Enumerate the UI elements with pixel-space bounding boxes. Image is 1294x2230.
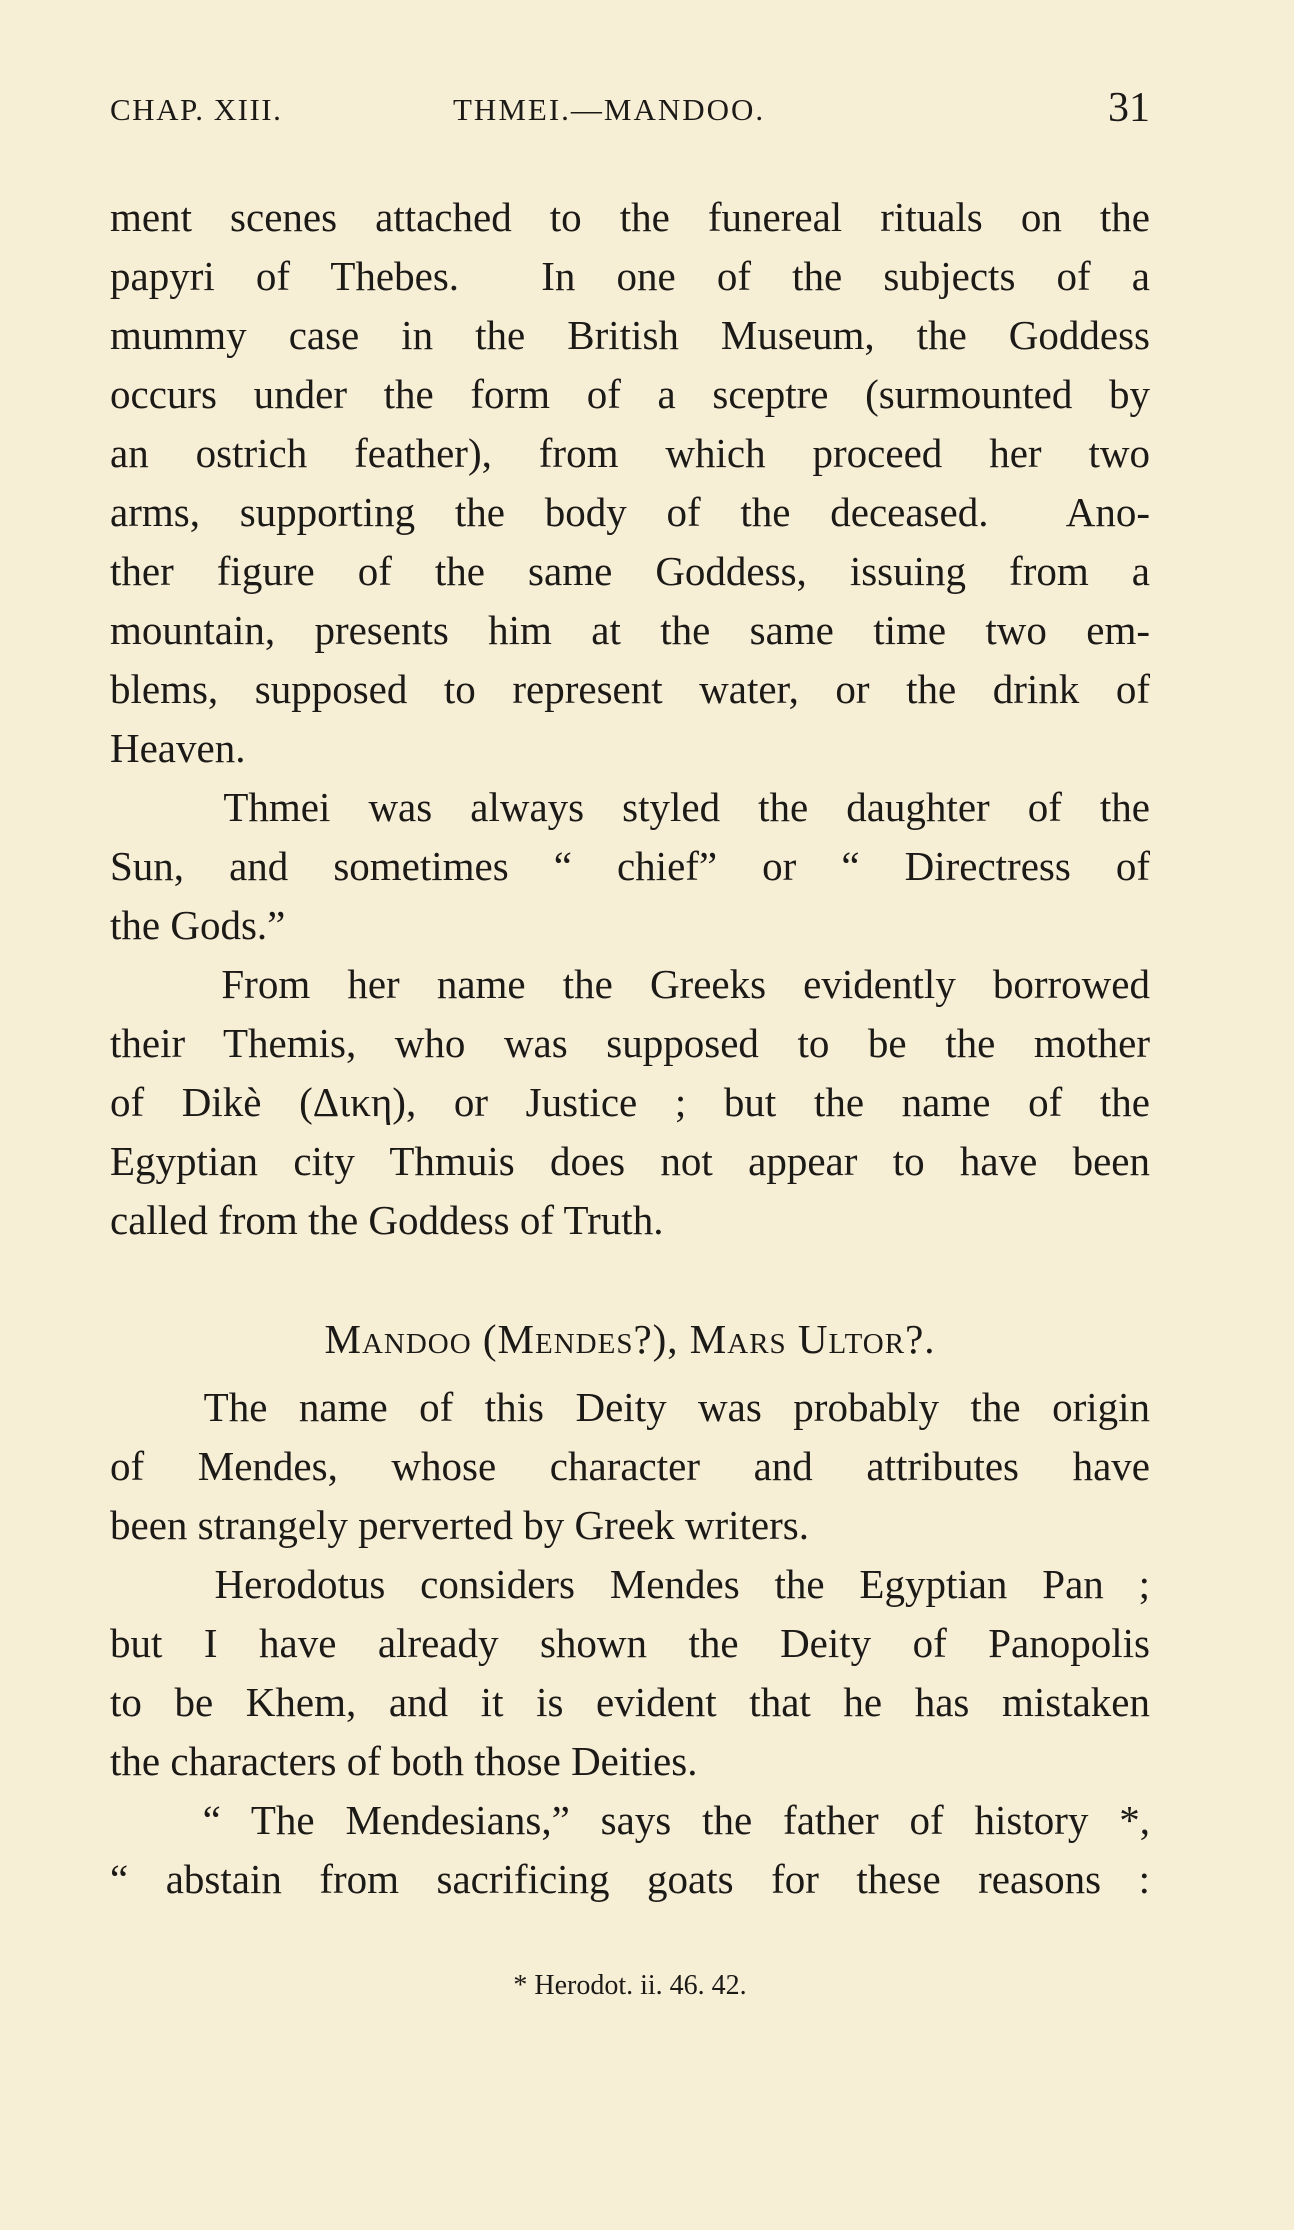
text-line: arms, supporting the body of the deceased. Ano-: [110, 489, 1150, 535]
text-line: Sun, and sometimes “ chief” or “ Directress of: [110, 843, 1150, 889]
footnote: * Herodot. ii. 46. 42.: [513, 1970, 747, 2001]
text-line: mummy case in the British Museum, the Goddess: [110, 312, 1150, 358]
text-block-mandoo: [110, 1378, 1150, 1909]
text-line: an ostrich feather), from which proceed her two: [110, 430, 1150, 476]
text-block-thmei: [110, 188, 1150, 1250]
text-line: papyri of Thebes. In one of the subjects of a: [110, 253, 1150, 299]
text-line: mountain, presents him at the same time two em-: [110, 607, 1150, 653]
text-line: but I have already shown the Deity of Panopolis: [110, 1620, 1150, 1666]
running-head: [110, 85, 1150, 142]
text-line: “ abstain from sacrificing goats for these reasons :: [110, 1856, 1150, 1902]
text-line: Egyptian city Thmuis does not appear to have been: [110, 1138, 1150, 1184]
text-line: Heaven.: [110, 725, 246, 771]
text-line: to be Khem, and it is evident that he has mistaken: [110, 1679, 1150, 1725]
text-line: the characters of both those Deities.: [110, 1738, 698, 1784]
text-line: occurs under the form of a sceptre (surmounted by: [110, 371, 1150, 417]
text-line: of Mendes, whose character and attributes have: [110, 1443, 1150, 1489]
text-line: been strangely perverted by Greek writers.: [110, 1502, 809, 1548]
running-title: THMEI.—MANDOO.: [453, 92, 766, 127]
text-line: From her name the Greeks evidently borrowed: [110, 961, 1150, 1007]
text-line: ther figure of the same Goddess, issuing from a: [110, 548, 1150, 594]
text-line: called from the Goddess of Truth.: [110, 1197, 664, 1243]
text-line: “ The Mendesians,” says the father of history *,: [110, 1797, 1150, 1843]
chapter-label: CHAP. XIII.: [110, 92, 283, 127]
text-line: the Gods.”: [110, 902, 286, 948]
section-heading: [110, 1315, 1150, 1363]
text-line: The name of this Deity was probably the origin: [110, 1384, 1150, 1430]
text-line: Thmei was always styled the daughter of the: [110, 784, 1150, 830]
text-line: blems, supposed to represent water, or the drink of: [110, 666, 1150, 712]
text-line: Herodotus considers Mendes the Egyptian Pan ;: [110, 1561, 1150, 1607]
text-line: their Themis, who was supposed to be the mother: [110, 1020, 1150, 1066]
text-line: of Dikè (Δικη), or Justice ; but the name of the: [110, 1079, 1150, 1125]
text-line: ment scenes attached to the funereal rituals on the: [110, 194, 1150, 240]
page-number: 31: [1108, 85, 1150, 131]
section-heading-text: Mandoo (Mendes?), Mars Ultor?.: [324, 1316, 936, 1362]
